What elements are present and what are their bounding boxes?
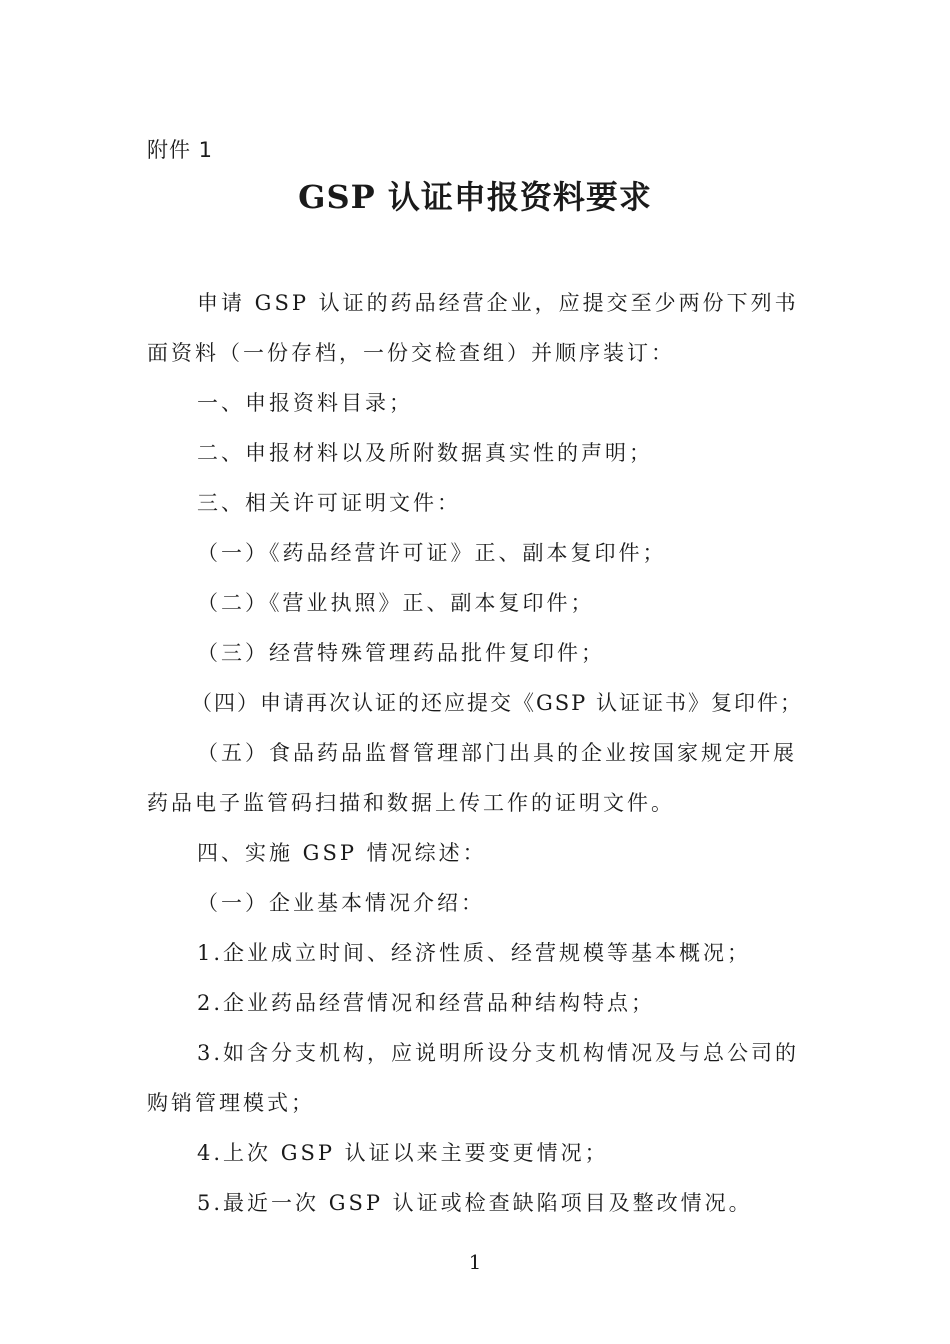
sub-item-recertification: （四）申请再次认证的还应提交《GSP 认证证书》复印件；	[191, 691, 803, 715]
numbered-item-3: 3.如含分支机构，应说明所设分支机构情况及与总公司的购销管理模式；	[147, 1041, 800, 1115]
sub-item-trade-license: （二）《营业执照》正、副本复印件；	[197, 591, 595, 615]
attachment-label: 附件 1	[147, 138, 214, 162]
sub-item-business-license: （一）《药品经营许可证》正、副本复印件；	[197, 541, 667, 565]
list-item-gsp-summary: 四、实施 GSP 情况综述：	[197, 841, 487, 865]
numbered-item-4: 4.上次 GSP 认证以来主要变更情况；	[197, 1141, 609, 1165]
numbered-item-5: 5.最近一次 GSP 认证或检查缺陷项目及整改情况。	[197, 1191, 753, 1215]
numbered-item-1: 1.企业成立时间、经济性质、经营规模等基本概况；	[197, 941, 752, 965]
intro-paragraph: 申请 GSP 认证的药品经营企业，应提交至少两份下列书面资料（一份存档，一份交检查组）并顺序装订：	[147, 291, 799, 365]
sub-item-supervision-code: （五）食品药品监督管理部门出具的企业按国家规定开展药品电子监管码扫描和数据上传工作的证明文件。	[147, 741, 797, 815]
sub-item-special-drug-approval: （三）经营特殊管理药品批件复印件；	[197, 641, 605, 665]
page-number: 1	[468, 1250, 482, 1274]
document-title: GSP 认证申报资料要求	[298, 178, 652, 216]
document-body	[147, 278, 807, 1228]
sub-item-company-intro: （一）企业基本情况介绍：	[197, 891, 485, 915]
numbered-item-2: 2.企业药品经营情况和经营品种结构特点；	[197, 991, 656, 1015]
list-item-license-docs: 三、相关许可证明文件：	[197, 491, 461, 515]
list-item-catalog: 一、申报资料目录；	[197, 391, 413, 415]
list-item-declaration: 二、申报材料以及所附数据真实性的声明；	[197, 441, 653, 465]
